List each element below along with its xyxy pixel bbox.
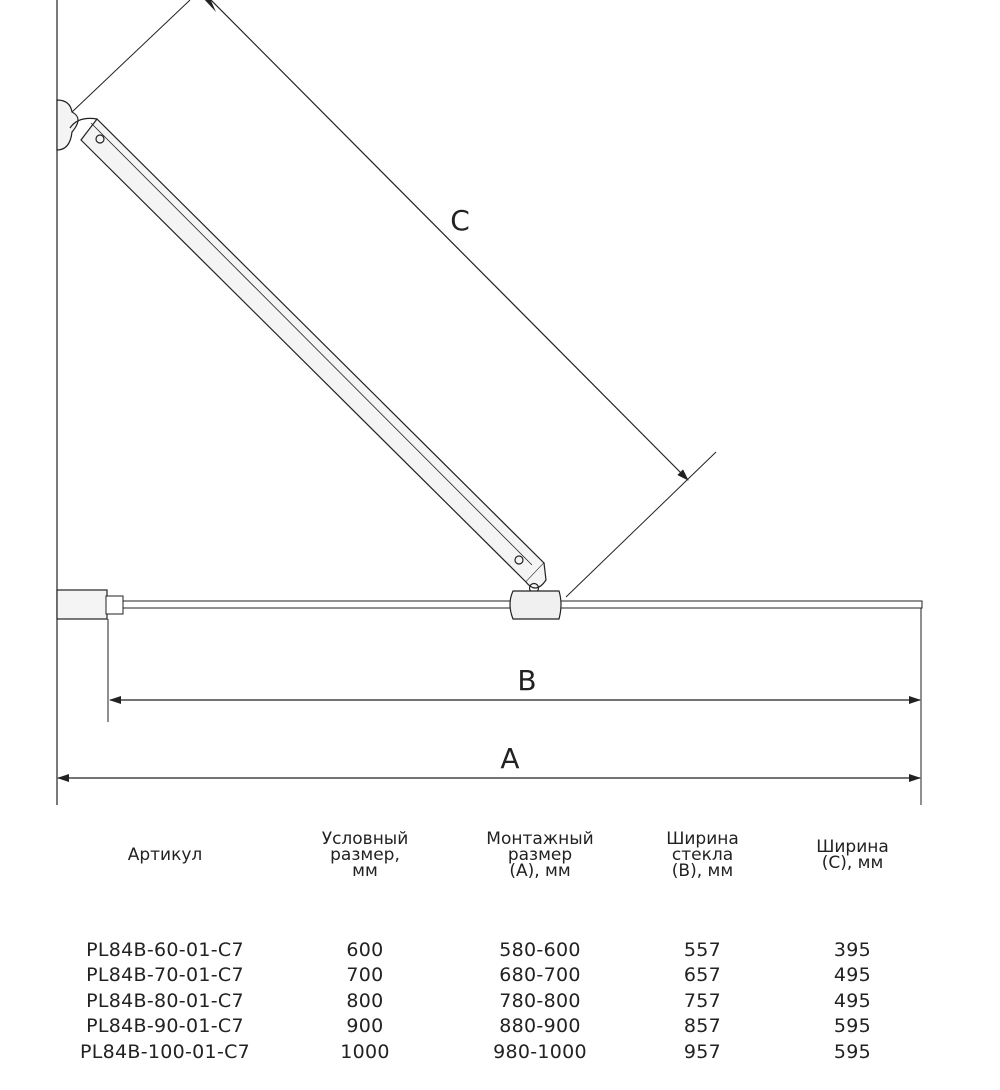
dim-c-line	[203, 0, 688, 480]
cell-article: PL84B-70-01-C7	[86, 964, 244, 987]
cell-width-c: 595	[833, 1040, 872, 1063]
cell-width-c: 495	[833, 989, 872, 1012]
dim-c-ext-top	[72, 0, 190, 112]
support-bar-edge	[91, 123, 532, 565]
dim-c-label: C	[450, 204, 470, 237]
support-bar	[81, 119, 544, 582]
cell-article: PL84B-80-01-C7	[86, 989, 244, 1012]
table-spacer	[50, 895, 930, 937]
cell-glass: 657	[683, 964, 722, 987]
header-article: Артикул	[127, 845, 203, 865]
cell-mounting: 880-900	[499, 1015, 581, 1038]
cell-glass: 757	[683, 989, 722, 1012]
dim-c-arrow-top	[203, 0, 216, 12]
cell-nominal: 800	[346, 989, 384, 1012]
table-row	[50, 1039, 930, 1065]
table-row	[50, 1014, 930, 1040]
cell-nominal: 1000	[340, 1040, 390, 1063]
table-row	[50, 988, 930, 1014]
dim-c-ext-bottom	[566, 452, 716, 597]
cell-width-c: 495	[833, 964, 872, 987]
wall-bracket-top	[57, 100, 78, 150]
cell-article: PL84B-100-01-C7	[79, 1040, 251, 1063]
header-nominal-size: Условный размер, мм	[321, 829, 409, 881]
header-mounting-size: Монтажный размер (А), мм	[486, 829, 594, 881]
cell-article: PL84B-60-01-C7	[86, 938, 244, 961]
wall-profile-lip	[106, 596, 123, 614]
cell-glass: 557	[683, 938, 722, 961]
table-row	[50, 937, 930, 963]
cell-mounting: 780-800	[499, 989, 581, 1012]
cell-glass: 857	[683, 1015, 722, 1038]
cell-width-c: 395	[833, 938, 872, 961]
cell-width-c: 595	[833, 1015, 872, 1038]
cell-nominal: 600	[346, 938, 384, 961]
wall-profile	[57, 590, 107, 619]
dim-a-label: A	[500, 742, 520, 775]
cell-mounting: 980-1000	[493, 1040, 587, 1063]
spec-table	[50, 815, 930, 1065]
cell-nominal: 700	[346, 964, 384, 987]
header-width-c: Ширина (С), мм	[816, 837, 889, 873]
dim-b-label: B	[517, 664, 537, 697]
table-row	[50, 963, 930, 989]
cell-mounting: 680-700	[499, 964, 581, 987]
cell-glass: 957	[683, 1040, 722, 1063]
cell-nominal: 900	[346, 1015, 384, 1038]
glass-clamp	[510, 591, 561, 619]
cell-mounting: 580-600	[499, 938, 581, 961]
header-glass-width: Ширина стекла (В), мм	[666, 829, 739, 881]
table-header-row	[50, 815, 930, 895]
cell-article: PL84B-90-01-C7	[86, 1015, 244, 1038]
